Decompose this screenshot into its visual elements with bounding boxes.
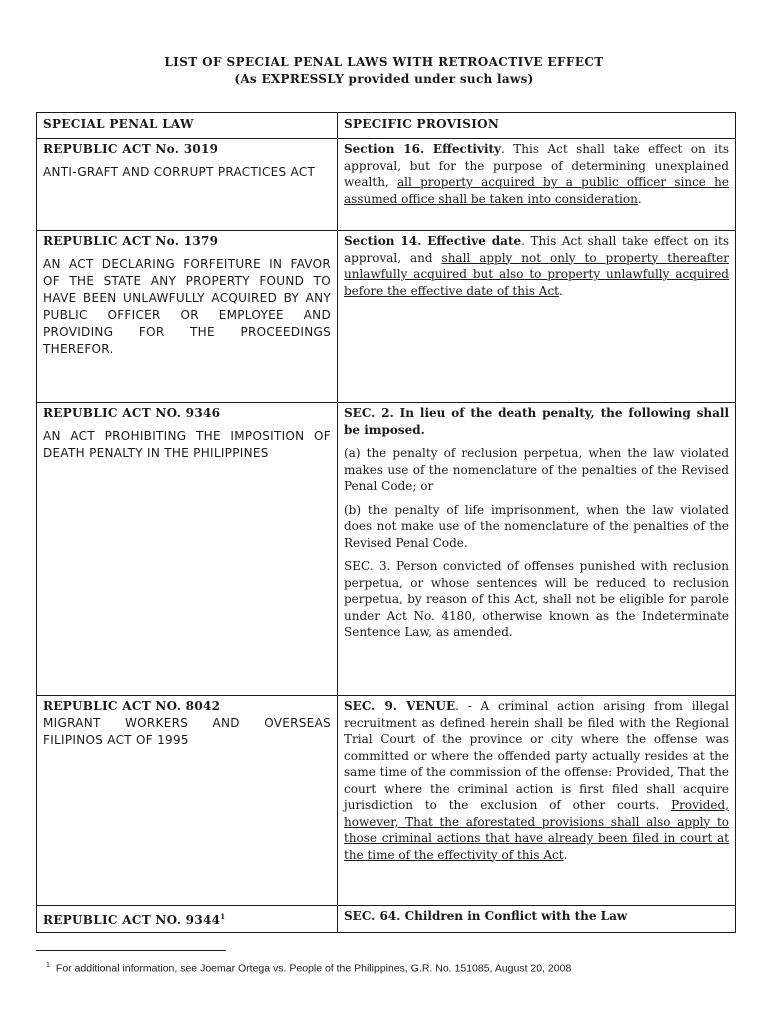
law-number <box>43 908 331 929</box>
provision-text <box>344 141 729 207</box>
provision-text: (b) the penalty of life imprisonment, when the law violated does not make use of the nomenclature of the penalties of the Revised Penal Code. <box>344 502 729 550</box>
provision-text: SEC. 3. Person convicted of offenses punished with reclusion perpetua, or whose sentences will be reduced to reclusion perpetua, by reason of this Act, shall not be eligible for parole under Act No. 4180, otherwise known as the Indeterminate Sentence Law, as amended. <box>344 559 729 639</box>
provision-heading: SEC. 9. VENUE <box>344 699 456 713</box>
law-title: AN ACT DECLARING FORFEITURE IN FAVOR OF THE STATE ANY PROPERTY FOUND TO HAVE BEEN UNLAWFULLY ACQUIRED BY ANY PUBLIC OFFICER OR EMPLOYEE AND PROVIDING FOR THE PROCEEDINGS THEREFOR. <box>43 257 331 356</box>
law-title: ANTI-GRAFT AND CORRUPT PRACTICES ACT <box>43 165 316 179</box>
footnote-reference[interactable]: 1 <box>220 912 226 921</box>
law-cell <box>37 139 338 231</box>
provision-text: (a) the penalty of reclusion perpetua, when the law violated makes use of the nomenclature of the penalties of the Revised Penal Code; or <box>344 446 729 493</box>
table-header-row <box>37 113 736 139</box>
column-header-law: SPECIAL PENAL LAW <box>37 113 338 139</box>
law-number: REPUBLIC ACT No. 1379 <box>43 234 219 248</box>
table-row <box>37 403 736 696</box>
provision-underlined: all property acquired by a public officer since he assumed office shall be taken into consideration <box>344 175 729 206</box>
provision-tail: . <box>559 283 563 298</box>
provision-heading: Section 16. Effectivity <box>344 142 502 156</box>
law-title: MIGRANT WORKERS AND OVERSEAS FILIPINOS ACT OF 1995 <box>43 716 331 747</box>
footnote <box>46 959 571 976</box>
provision-cell <box>338 696 736 906</box>
table-row <box>37 231 736 403</box>
footnote-marker: 1 <box>46 962 50 969</box>
provision-body: . This Act shall take effect on its approval, and <box>344 234 730 265</box>
law-cell <box>37 696 338 906</box>
provision-body: . This Act shall take effect on its approval, but for the purpose of determining unexplained wealth, <box>344 142 730 189</box>
law-number-text: REPUBLIC ACT NO. 9344 <box>43 913 221 927</box>
document-header <box>0 54 768 88</box>
column-header-provision: SPECIFIC PROVISION <box>338 113 736 139</box>
provision-heading: SEC. 2. In lieu of the death penalty, the following shall be imposed. <box>344 406 729 437</box>
provision-heading: Section 14. Effective date <box>344 234 522 248</box>
law-number: REPUBLIC ACT No. 3019 <box>43 142 219 156</box>
document-subtitle: (As EXPRESSLY provided under such laws) <box>234 72 534 86</box>
document-title: LIST OF SPECIAL PENAL LAWS WITH RETROACTIVE EFFECT <box>164 55 604 69</box>
provision-cell <box>338 139 736 231</box>
law-cell <box>37 906 338 933</box>
provision-cell <box>338 403 736 696</box>
provision-underlined: Provided, however, That the aforestated provisions shall also apply to those criminal actions that have already been filed in court at the time of the effectivity of this Act <box>344 798 729 862</box>
provision-text <box>344 698 729 863</box>
table-row <box>37 139 736 231</box>
provision-cell <box>338 231 736 403</box>
provision-body: . - A criminal action arising from illegal recruitment as defined herein shall be filed with the Regional Trial Court of the province or city where the offense was committed or where the offended party actually resides at the same time of the commission of the offense: Provided, That the court where the criminal action is first filed shall acquire jurisdiction to the exclusion of other courts. <box>344 699 729 812</box>
table-row <box>37 906 736 933</box>
law-number: REPUBLIC ACT NO. 8042 <box>43 699 221 713</box>
provision-text <box>344 233 729 299</box>
footnote-text: For additional information, see Joemar Ortega vs. People of the Philippines, G.R. No. 151085, August 20, 2008 <box>55 962 572 975</box>
law-cell <box>37 231 338 403</box>
table-row <box>37 696 736 906</box>
law-number: REPUBLIC ACT NO. 9346 <box>43 406 221 420</box>
law-title: AN ACT PROHIBITING THE IMPOSITION OF DEATH PENALTY IN THE PHILIPPINES <box>43 429 331 460</box>
penal-laws-table <box>36 112 736 933</box>
provision-underlined: shall apply not only to property thereafter unlawfully acquired but also to property unlawfully acquired before the effective date of this Act <box>344 250 729 298</box>
provision-cell <box>338 906 736 933</box>
footnote-separator <box>36 950 226 951</box>
provision-tail: . <box>563 847 568 862</box>
law-cell <box>37 403 338 696</box>
provision-tail: . <box>637 191 642 206</box>
provision-heading: SEC. 64. Children in Conflict with the Law <box>344 909 628 923</box>
